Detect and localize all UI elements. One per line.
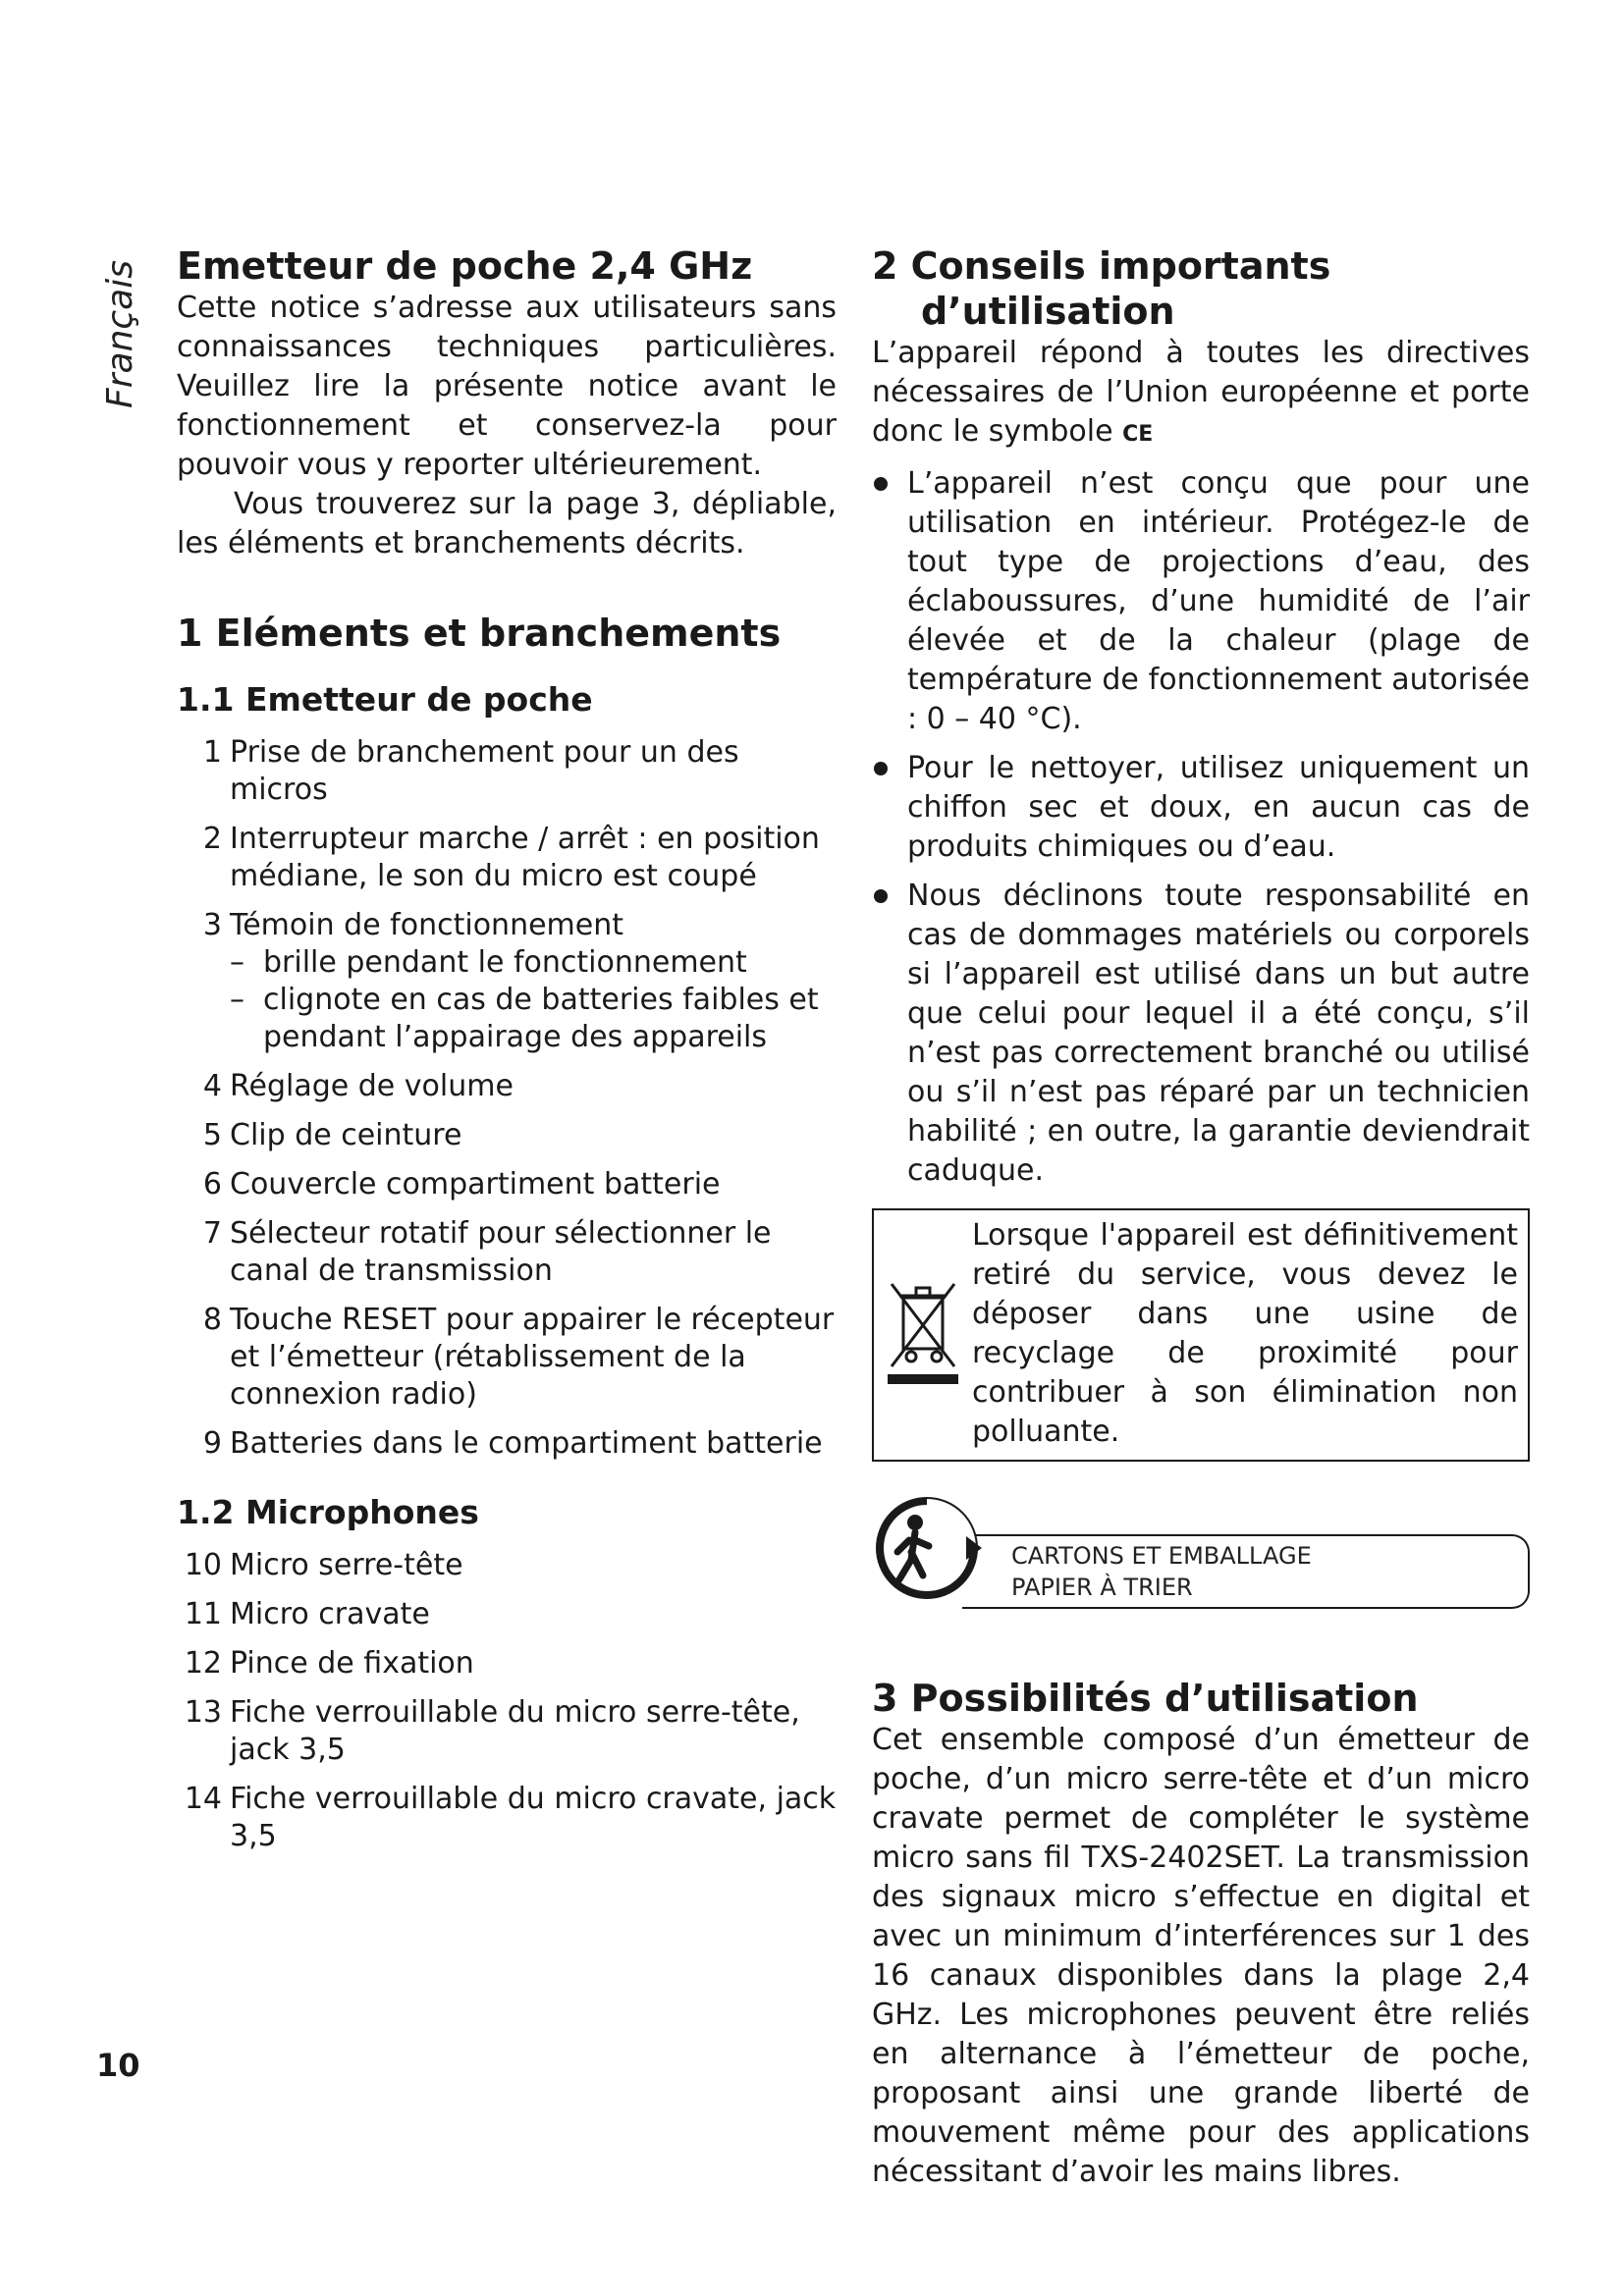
list-item: 2 Interrupteur marche / arrêt : en position médiane, le son du micro est coupé: [202, 822, 820, 893]
section3-title: 3 Possibilités d’utilisation: [872, 1677, 1419, 1720]
section3-text: Cet ensemble composé d’un émetteur de poche, d’un micro serre-tête et d’un micro cravate permet de compléter le système micro sans fil TXS-2402SET. La transmission des signaux micro s’effectue en digital et avec un minimum d’interférences sur 1 des 16 canaux disponibles dans la plage 2,4 GHz. Les microphones peuvent être reliés en alternance à l’émetteur de poche, proposant ainsi une grande liberté de mouvement même pour des applications nécessitant d’avoir les mains libres.: [872, 1723, 1530, 2189]
section2-intro: L’appareil répond à toutes les directives nécessaires de l’Union européenne et porte donc le symbole CE: [872, 336, 1530, 449]
intro-title: Emetteur de poche 2,4 GHz: [177, 244, 753, 288]
list-item: L’appareil n’est conçu que pour une utilisation en intérieur. Protégez-le de tout type de projections d’eau, des éclaboussures, d’une humidité de l’air élevée et de la chaleur (plage de température de fonctionnement autorisée : 0 – 40 °C).: [872, 464, 1530, 739]
list-item: 5 Clip de ceinture: [202, 1118, 462, 1152]
section1-1-title: 1.1 Emetteur de poche: [177, 680, 593, 719]
list-item: 7 Sélecteur rotatif pour sélectionner le canal de transmission: [202, 1216, 772, 1288]
list-item: 4 Réglage de volume: [202, 1069, 514, 1103]
microphones-list: [177, 1547, 837, 1855]
sub-item: – brille pendant le fonctionnement: [230, 945, 747, 980]
transmitter-elements-list: [177, 734, 837, 1463]
section1-title: 1 Eléments et branchements: [177, 612, 782, 655]
list-item: 11 Micro cravate: [184, 1597, 430, 1631]
recycle-notice: [872, 1491, 1530, 1629]
bullet-icon: [872, 464, 907, 739]
list-item: 1 Prise de branchement pour un des micros: [202, 735, 739, 807]
list-item: 8 Touche RESET pour appairer le récepteur et l’émetteur (rétablissement de la connexion radio): [202, 1303, 835, 1412]
list-item: 12 Pince de fixation: [184, 1646, 474, 1681]
recycle-label-line1: CARTONS ET EMBALLAGE: [1011, 1542, 1312, 1570]
list-item: 9 Batteries dans le compartiment batterie: [202, 1426, 823, 1461]
list-item: 10 Micro serre-tête: [184, 1548, 463, 1582]
triman-recycle-icon: [872, 1491, 986, 1605]
intro-paragraph-2: Vous trouverez sur la page 3, dépliable, les éléments et branchements décrits.: [177, 487, 837, 561]
recycle-label-line2: PAPIER À TRIER: [1011, 1574, 1193, 1601]
weee-disposal-notice: Lorsque l'appareil est définitivement retiré du service, vous devez le déposer dans une usine de recyclage de proximité pour contribuer à son élimination non polluante.: [872, 1208, 1530, 1462]
right-column: [872, 243, 1530, 2192]
list-item: 3 Témoin de fonctionnement – brille pendant le fonctionnement – clignote en cas de batteries faibles et pendant l’appairage des appareils: [177, 907, 837, 1056]
section2-title-line2: d’utilisation: [921, 290, 1175, 333]
page-number: 10: [96, 2047, 140, 2084]
list-item: 6 Couvercle compartiment batterie: [202, 1167, 721, 1201]
list-item: Pour le nettoyer, utilisez uniquement un chiffon sec et doux, en aucun cas de produits chimiques ou d’eau.: [872, 749, 1530, 867]
language-side-label: Français: [99, 259, 140, 408]
crossed-bin-icon: [884, 1268, 972, 1400]
list-item: 13 Fiche verrouillable du micro serre-tête, jack 3,5: [184, 1695, 800, 1767]
bullet-icon: [872, 877, 907, 1191]
sub-item: – clignote en cas de batteries faibles et pendant l’appairage des appareils: [230, 983, 819, 1054]
intro-paragraph: Cette notice s’adresse aux utilisateurs sans connaissances techniques particulières. Veuillez lire la présente notice avant le fonctionnement et conservez-la pour pouvoir vous y reporter ultérieurement.: [177, 291, 837, 482]
list-item: 14 Fiche verrouillable du micro cravate, jack 3,5: [184, 1782, 837, 1853]
section1-2-title: 1.2 Microphones: [177, 1493, 479, 1531]
section2-title: 2 Conseils importants: [872, 244, 1331, 288]
list-item: Nous déclinons toute responsabilité en cas de dommages matériels ou corporels si l’appareil est utilisé dans un but autre que celui pour lequel il a été conçu, s’il n’est pas correctement branché ou utilisé ou s’il n’est pas réparé par un technicien habilité ; en outre, la garantie deviendrait caduque.: [872, 877, 1530, 1191]
left-column: [177, 243, 837, 1867]
ce-mark: CE: [1122, 422, 1154, 447]
bullet-icon: [872, 749, 907, 867]
